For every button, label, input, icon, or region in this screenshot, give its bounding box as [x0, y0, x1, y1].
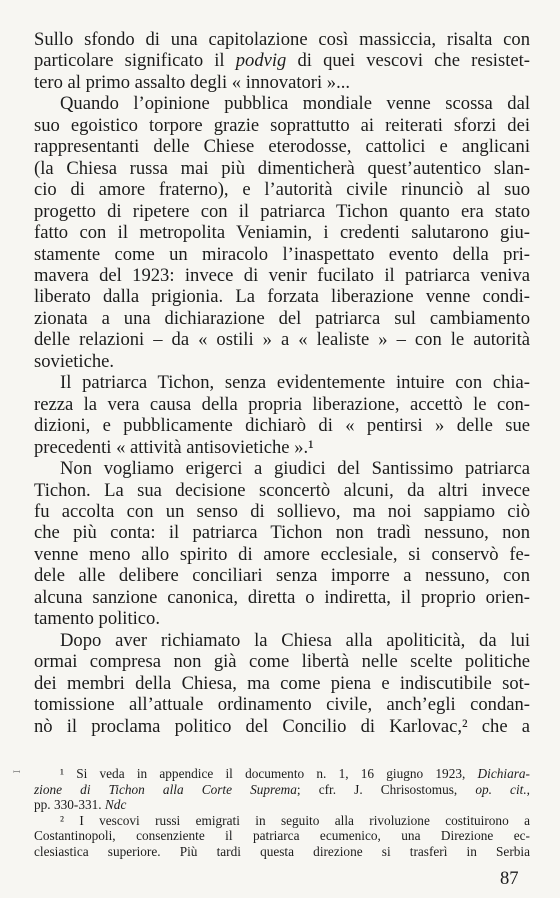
main-text: [34, 29, 530, 737]
text-line: ormai compresa non già come libertà nelle scelte politiche: [34, 651, 530, 673]
text-line: liberato dalla prigionia. La forzata liberazione venne condi-: [34, 286, 530, 308]
text-line: venne meno allo spirito di amore ecclesiale, si conservò fe-: [34, 543, 530, 565]
page-number: 87: [500, 868, 519, 889]
text-line: alcuna sanzione canonica, diretta o indiretta, il proprio orien-: [34, 586, 530, 608]
footnote-line: ¹ Si veda in appendice il documento n. 1, 16 giugno 1923, Dichiara-: [60, 766, 530, 781]
text-line: Sullo sfondo di una capitolazione così massiccia, risalta con: [34, 29, 530, 50]
text-line: delle relazioni – da « ostili » a « lealiste » – con le autorità: [34, 329, 530, 351]
text-line: tomissione all’attuale ordinamento civile, anch’egli condan-: [34, 694, 530, 716]
text-line: Dopo aver richiamato la Chiesa alla apoliticità, da lui: [60, 629, 530, 651]
text-line: rezza la vera causa della propria liberazione, accettò le con-: [34, 393, 530, 415]
text-line: zionata a una dichiarazione del patriarca sul cambiamento: [34, 307, 530, 329]
text-line: rappresentanti delle Chiese eterodosse, cattolici e anglicani: [34, 136, 530, 158]
text-line: Non vogliamo erigerci a giudici del Santissimo patriarca: [60, 458, 530, 480]
text-line: Quando l’opinione pubblica mondiale venne scossa dal: [60, 93, 530, 115]
text-line: tamento politico.: [34, 608, 160, 630]
text-line: dele alle delibere conciliari senza imporre a nessuno, con: [34, 565, 530, 587]
text-line: tero al primo assalto degli « innovatori »...: [34, 71, 351, 93]
footnotes: [34, 766, 530, 860]
text-line: dizioni, e pubblicamente dichiarò di « pentirsi » delle sue: [34, 415, 530, 437]
footnote-line: Costantinopoli, consenziente il patriarca ecumenico, una Direzione ec-: [34, 828, 530, 844]
text-line: cio di amore fraterno), e l’autorità civile rinunciò al suo: [34, 179, 530, 201]
text-line: fu accolta con un senso di sollievo, ma noi sappiamo ciò: [34, 500, 530, 522]
text-line: nò il proclama politico del Concilio di Karlovac,² che a: [34, 715, 530, 737]
footnote-line: clesiastica superiore. Più tardi questa direzione si trasferì in Serbia: [34, 843, 530, 859]
footnote-line: pp. 330-331. Ndc: [34, 797, 127, 813]
footnote-line: zione di Tichon alla Corte Suprema; cfr. J. Chrisostomus, op. cit.,: [34, 781, 530, 797]
text-line: precedenti « attività antisovietiche ».¹: [34, 436, 314, 458]
text-line: che più conta: il patriarca Tichon non tradì nessuno, non: [34, 522, 530, 544]
text-line: progetto di ripetere con il patriarca Tichon quanto era stato: [34, 200, 530, 222]
text-line: Tichon. La sua decisione sconcertò alcuni, da altri invece: [34, 479, 530, 501]
text-line: Il patriarca Tichon, senza evidentemente intuire con chia-: [60, 372, 530, 394]
text-line: mavera del 1923: invece di venir fucilato il patriarca veniva: [34, 264, 530, 286]
text-line: particolare significato il podvig di quei vescovi che resistet-: [34, 50, 530, 72]
margin-mark: ꟷ: [13, 767, 21, 777]
text-line: stamente come un miracolo l’inaspettato evento della pri-: [34, 243, 530, 265]
text-line: suo egoistico torpore grazie soprattutto ai reiterati sforzi dei: [34, 114, 530, 136]
text-line: sovietiche.: [34, 350, 115, 372]
text-line: (la Chiesa russa mai più dimenticherà quest’autentico slan-: [34, 157, 530, 179]
text-line: dei membri della Chiesa, ma come piena e indiscutibile sot-: [34, 672, 530, 694]
footnote-line: ² I vescovi russi emigrati in seguito alla rivoluzione costituirono a: [60, 812, 530, 828]
text-line: fatto con il metropolita Veniamin, i credenti salutarono giu-: [34, 222, 530, 244]
